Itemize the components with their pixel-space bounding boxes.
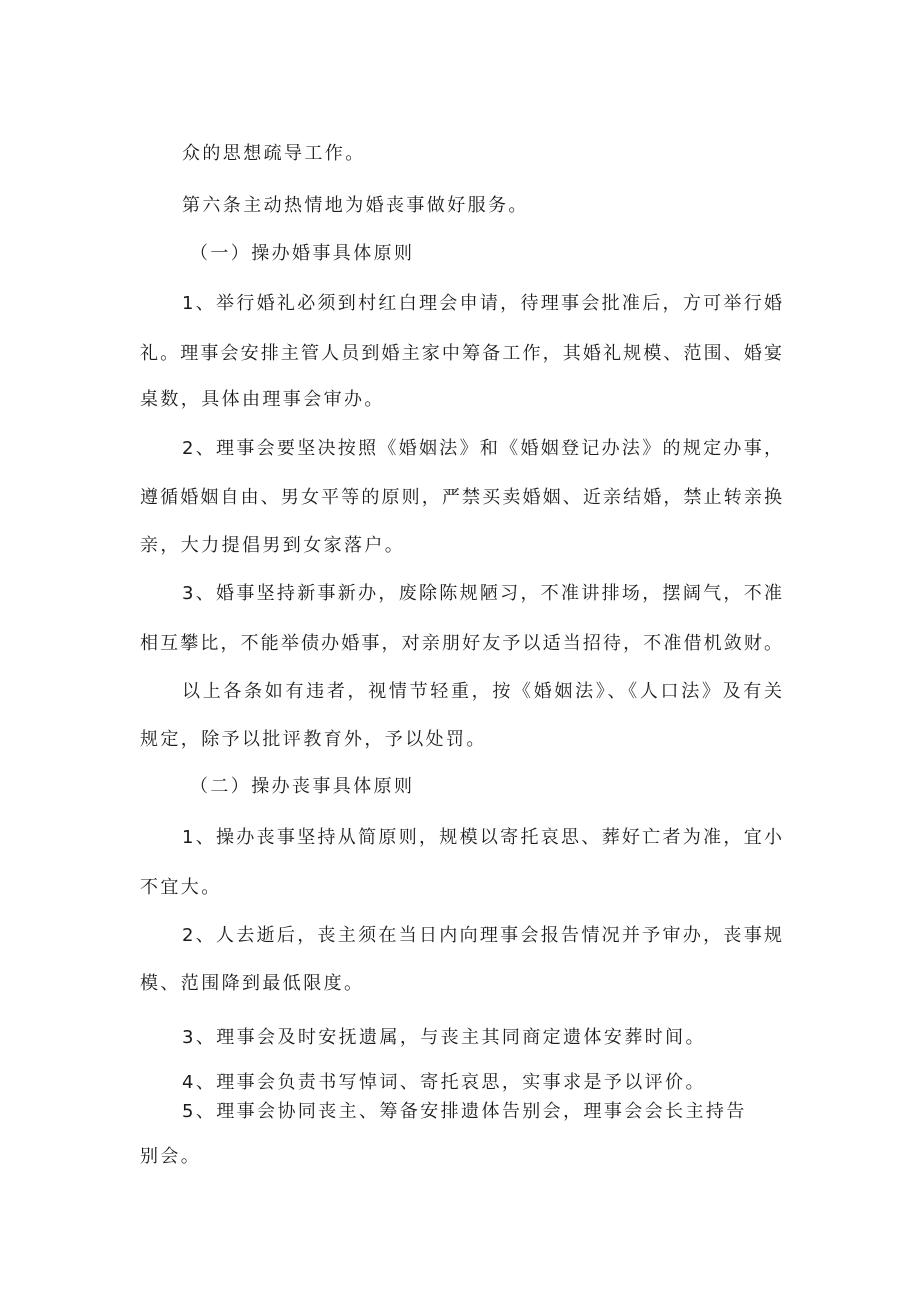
text-line: 1、操办丧事坚持从简原则，规模以寄托哀思、葬好亡者为准，宜小 bbox=[182, 827, 782, 848]
text-line: 规定，除予以批评教育外，予以处罚。 bbox=[140, 729, 487, 750]
text-line: 3、婚事坚持新事新办，废除陈规陋习，不准讲排场，摆阔气，不准 bbox=[182, 583, 782, 604]
text-line: 亲，大力提倡男到女家落户。 bbox=[140, 535, 406, 556]
text-line: 1、举行婚礼必须到村红白理会申请，待理事会批准后，方可举行婚 bbox=[182, 293, 782, 314]
text-line: 以上各条如有违者，视情节轻重，按《婚姻法》、《人口法》及有关 bbox=[182, 681, 782, 702]
article-heading: 第六条主动热情地为婚丧事做好服务。 bbox=[182, 195, 529, 216]
text-line: 2、理事会要坚决按照《婚姻法》和《婚姻登记办法》的规定办事， bbox=[182, 438, 782, 459]
text-line: 4、理事会负责书写悼词、寄托哀思，实事求是予以评价。 bbox=[182, 1072, 706, 1093]
text-line: 别会。 bbox=[140, 1146, 202, 1167]
text-line: 相互攀比，不能举债办婚事，对亲朋好友予以适当招待，不准借机敛财。 bbox=[140, 633, 782, 654]
text-line: 遵循婚姻自由、男女平等的原则，严禁买卖婚姻、近亲结婚，禁止转亲换 bbox=[140, 487, 782, 508]
text-line: 桌数，具体由理事会审办。 bbox=[140, 389, 385, 410]
text-line: 5、理事会协同丧主、筹备安排遗体告别会，理事会会长主持告 bbox=[182, 1101, 747, 1122]
text-line: 3、理事会及时安抚遗属，与丧主其同商定遗体安葬时间。 bbox=[182, 1027, 706, 1048]
text-line: 礼。理事会安排主管人员到婚主家中筹备工作，其婚礼规模、范围、婚宴 bbox=[140, 343, 782, 364]
text-line: 2、人去逝后，丧主须在当日内向理事会报告情况并予审办，丧事规 bbox=[182, 925, 782, 946]
text-line: 模、范围降到最低限度。 bbox=[140, 973, 365, 994]
text-line: 众的思想疏导工作。 bbox=[182, 143, 366, 164]
section-heading-wedding: （一）操办婚事具体原则 bbox=[190, 243, 415, 264]
text-line: 不宜大。 bbox=[140, 877, 222, 898]
section-heading-funeral: （二）操办丧事具体原则 bbox=[190, 776, 415, 797]
